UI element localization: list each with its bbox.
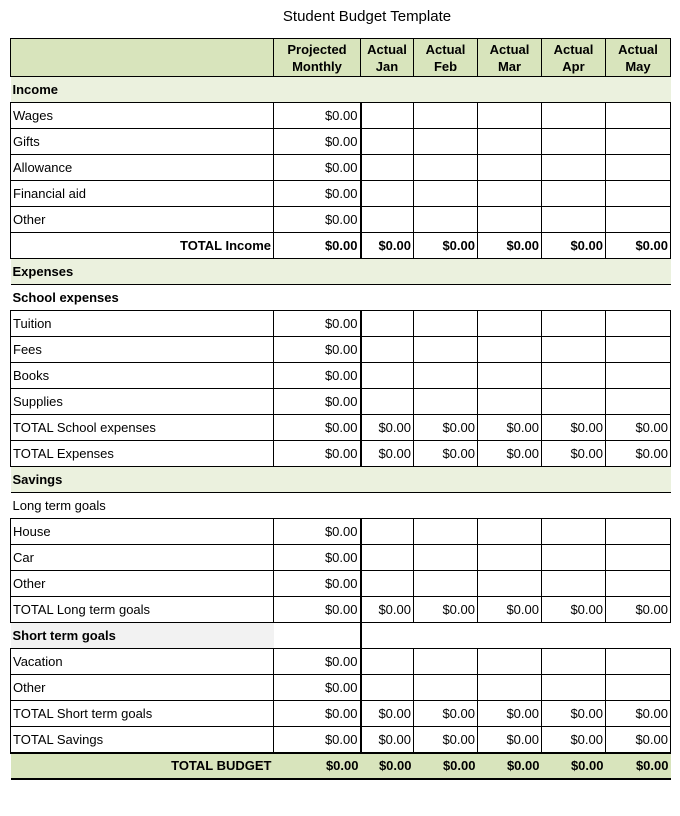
total-value: $0.00: [542, 597, 606, 623]
actual-cell[interactable]: [606, 519, 671, 545]
total-value: $0.00: [361, 727, 414, 753]
item-label[interactable]: Supplies: [11, 389, 274, 415]
actual-cell[interactable]: [361, 311, 414, 337]
total-value: $0.00: [361, 233, 414, 259]
actual-cell[interactable]: [542, 649, 606, 675]
actual-cell[interactable]: [542, 207, 606, 233]
actual-cell[interactable]: [606, 207, 671, 233]
actual-cell[interactable]: [414, 389, 478, 415]
total-savings-row: [11, 727, 671, 753]
income-row: [11, 155, 671, 181]
total-value: $0.00: [606, 233, 671, 259]
total-value: $0.00: [274, 415, 361, 441]
total-value: $0.00: [606, 415, 671, 441]
total-value: $0.00: [478, 415, 542, 441]
actual-cell[interactable]: [414, 519, 478, 545]
column-header-line2: Apr: [562, 58, 585, 74]
total-value: $0.00: [606, 701, 671, 727]
income-row: [11, 207, 671, 233]
actual-cell[interactable]: [542, 155, 606, 181]
actual-cell[interactable]: [542, 311, 606, 337]
projected-value[interactable]: $0.00: [274, 519, 361, 545]
actual-cell[interactable]: [606, 545, 671, 571]
actual-cell[interactable]: [478, 181, 542, 207]
total-value: $0.00: [542, 415, 606, 441]
actual-cell[interactable]: [542, 545, 606, 571]
subsection-long-term-goals-label: Long term goals: [11, 493, 671, 519]
total-label: TOTAL Expenses: [11, 441, 274, 467]
subsection-short-term-goals: [11, 623, 671, 649]
actual-cell[interactable]: [414, 129, 478, 155]
actual-cell[interactable]: [606, 311, 671, 337]
actual-cell[interactable]: [361, 675, 414, 701]
projected-value[interactable]: $0.00: [274, 675, 361, 701]
total-value: $0.00: [361, 441, 414, 467]
income-row: [11, 129, 671, 155]
section-savings-label: Savings: [11, 467, 671, 493]
total-budget-value: $0.00: [478, 753, 542, 779]
column-header-line1: Actual: [553, 41, 594, 57]
actual-cell[interactable]: [478, 207, 542, 233]
subsection-short-term-goals-label: Short term goals: [11, 623, 274, 649]
actual-cell[interactable]: [414, 337, 478, 363]
short-term-row: [11, 675, 671, 701]
actual-cell[interactable]: [414, 103, 478, 129]
total-budget-value: $0.00: [361, 753, 414, 779]
projected-value[interactable]: $0.00: [274, 311, 361, 337]
total-value: $0.00: [274, 441, 361, 467]
actual-cell[interactable]: [478, 155, 542, 181]
actual-cell[interactable]: [542, 519, 606, 545]
actual-cell[interactable]: [606, 571, 671, 597]
total-budget-value: $0.00: [606, 753, 671, 779]
total-value: $0.00: [274, 597, 361, 623]
item-label[interactable]: Other: [11, 675, 274, 701]
actual-cell[interactable]: [542, 103, 606, 129]
actual-cell[interactable]: [414, 675, 478, 701]
expense-row: [11, 311, 671, 337]
column-header-line2: Monthly: [292, 58, 342, 74]
actual-cell[interactable]: [606, 129, 671, 155]
actual-cell[interactable]: [542, 363, 606, 389]
column-header-line2: Mar: [497, 58, 522, 74]
actual-cell[interactable]: [478, 519, 542, 545]
total-value: $0.00: [361, 597, 414, 623]
projected-value[interactable]: $0.00: [274, 389, 361, 415]
actual-cell[interactable]: [606, 103, 671, 129]
projected-value[interactable]: $0.00: [274, 129, 361, 155]
column-header: [274, 39, 361, 77]
total-long-term-row: [11, 597, 671, 623]
column-header: [478, 39, 542, 77]
actual-cell[interactable]: [414, 311, 478, 337]
total-value: $0.00: [274, 727, 361, 753]
column-header-line1: Actual: [489, 41, 530, 57]
actual-cell[interactable]: [478, 363, 542, 389]
column-header-line2: May: [625, 58, 651, 74]
subsection-long-term-goals: [11, 493, 671, 519]
item-label[interactable]: Vacation: [11, 649, 274, 675]
actual-cell[interactable]: [478, 571, 542, 597]
total-value: $0.00: [478, 727, 542, 753]
actual-cell[interactable]: [361, 129, 414, 155]
total-budget-label: TOTAL BUDGET: [11, 753, 274, 779]
column-header-line1: Actual: [425, 41, 466, 57]
projected-value[interactable]: $0.00: [274, 103, 361, 129]
total-income-row: [11, 233, 671, 259]
blank-cell: [361, 623, 671, 649]
expense-row: [11, 363, 671, 389]
actual-cell[interactable]: [542, 129, 606, 155]
column-header-line1: Actual: [618, 41, 658, 57]
actual-cell[interactable]: [542, 389, 606, 415]
total-value: $0.00: [542, 727, 606, 753]
item-label[interactable]: Other: [11, 207, 274, 233]
actual-cell[interactable]: [542, 337, 606, 363]
actual-cell[interactable]: [361, 545, 414, 571]
actual-cell[interactable]: [478, 649, 542, 675]
actual-cell[interactable]: [606, 389, 671, 415]
total-value: $0.00: [478, 233, 542, 259]
total-label: TOTAL Savings: [11, 727, 274, 753]
page-title: Student Budget Template: [282, 8, 452, 25]
section-income: [11, 77, 671, 103]
total-school-expenses-row: [11, 415, 671, 441]
total-value: $0.00: [542, 233, 606, 259]
actual-cell[interactable]: [606, 337, 671, 363]
actual-cell[interactable]: [414, 649, 478, 675]
total-value: $0.00: [606, 441, 671, 467]
income-row: [11, 103, 671, 129]
column-header-line1: Projected: [287, 41, 347, 57]
total-budget-value: $0.00: [414, 753, 478, 779]
actual-cell[interactable]: [478, 337, 542, 363]
actual-cell[interactable]: [361, 181, 414, 207]
actual-cell[interactable]: [361, 207, 414, 233]
section-income-label: Income: [11, 77, 671, 103]
actual-cell[interactable]: [361, 155, 414, 181]
total-value: $0.00: [361, 415, 414, 441]
short-term-row: [11, 649, 671, 675]
actual-cell[interactable]: [606, 363, 671, 389]
section-savings: [11, 467, 671, 493]
column-header: [542, 39, 606, 77]
total-value: $0.00: [414, 441, 478, 467]
header-blank-cell: [11, 39, 274, 77]
projected-value[interactable]: $0.00: [274, 545, 361, 571]
total-value: $0.00: [274, 233, 361, 259]
projected-value[interactable]: $0.00: [274, 155, 361, 181]
expense-row: [11, 389, 671, 415]
actual-cell[interactable]: [606, 155, 671, 181]
actual-cell[interactable]: [361, 649, 414, 675]
section-expenses: [11, 259, 671, 285]
actual-cell[interactable]: [361, 337, 414, 363]
actual-cell[interactable]: [478, 545, 542, 571]
actual-cell[interactable]: [606, 649, 671, 675]
actual-cell[interactable]: [361, 103, 414, 129]
item-label[interactable]: Fees: [11, 337, 274, 363]
blank-cell: [274, 623, 361, 649]
total-value: $0.00: [361, 701, 414, 727]
projected-value[interactable]: $0.00: [274, 337, 361, 363]
actual-cell[interactable]: [414, 363, 478, 389]
total-value: $0.00: [274, 701, 361, 727]
expense-row: [11, 337, 671, 363]
actual-cell[interactable]: [478, 311, 542, 337]
item-label[interactable]: Financial aid: [11, 181, 274, 207]
total-label: TOTAL School expenses: [11, 415, 274, 441]
column-header-line2: Jan: [375, 58, 399, 74]
total-expenses-row: [11, 441, 671, 467]
column-header-line2: Feb: [433, 58, 458, 74]
item-label[interactable]: Tuition: [11, 311, 274, 337]
long-term-row: [11, 545, 671, 571]
income-row: [11, 181, 671, 207]
total-value: $0.00: [542, 441, 606, 467]
total-value: $0.00: [414, 727, 478, 753]
projected-value[interactable]: $0.00: [274, 181, 361, 207]
total-value: $0.00: [542, 701, 606, 727]
actual-cell[interactable]: [542, 571, 606, 597]
total-short-term-row: [11, 701, 671, 727]
item-label[interactable]: Gifts: [11, 129, 274, 155]
total-label: TOTAL Long term goals: [11, 597, 274, 623]
total-label: TOTAL Short term goals: [11, 701, 274, 727]
actual-cell[interactable]: [361, 571, 414, 597]
projected-value[interactable]: $0.00: [274, 649, 361, 675]
item-label[interactable]: Wages: [11, 103, 274, 129]
total-value: $0.00: [414, 233, 478, 259]
projected-value[interactable]: $0.00: [274, 363, 361, 389]
column-header: [414, 39, 478, 77]
column-header: [606, 39, 671, 77]
subsection-school-expenses-label: School expenses: [11, 285, 671, 311]
total-value: $0.00: [478, 597, 542, 623]
actual-cell[interactable]: [361, 363, 414, 389]
item-label[interactable]: Other: [11, 571, 274, 597]
actual-cell[interactable]: [361, 389, 414, 415]
section-expenses-label: Expenses: [11, 259, 671, 285]
long-term-row: [11, 571, 671, 597]
column-header-line1: Actual: [367, 41, 407, 57]
header-row: [11, 39, 671, 77]
projected-value[interactable]: $0.00: [274, 207, 361, 233]
total-value: $0.00: [478, 441, 542, 467]
projected-value[interactable]: $0.00: [274, 571, 361, 597]
actual-cell[interactable]: [414, 155, 478, 181]
total-budget-value: $0.00: [542, 753, 606, 779]
actual-cell[interactable]: [361, 519, 414, 545]
total-value: $0.00: [478, 701, 542, 727]
actual-cell[interactable]: [414, 545, 478, 571]
subsection-school-expenses: [11, 285, 671, 311]
actual-cell[interactable]: [478, 103, 542, 129]
item-label[interactable]: Books: [11, 363, 274, 389]
actual-cell[interactable]: [414, 571, 478, 597]
item-label[interactable]: Allowance: [11, 155, 274, 181]
actual-cell[interactable]: [414, 181, 478, 207]
total-value: $0.00: [606, 727, 671, 753]
actual-cell[interactable]: [542, 675, 606, 701]
actual-cell[interactable]: [414, 207, 478, 233]
item-label[interactable]: Car: [11, 545, 274, 571]
actual-cell[interactable]: [478, 129, 542, 155]
budget-table: [10, 38, 671, 780]
long-term-row: [11, 519, 671, 545]
actual-cell[interactable]: [478, 389, 542, 415]
actual-cell[interactable]: [542, 181, 606, 207]
actual-cell[interactable]: [606, 181, 671, 207]
total-label: TOTAL Income: [11, 233, 274, 259]
total-value: $0.00: [414, 415, 478, 441]
column-header: [361, 39, 414, 77]
actual-cell[interactable]: [478, 675, 542, 701]
total-value: $0.00: [606, 597, 671, 623]
total-budget-row: [11, 753, 671, 779]
actual-cell[interactable]: [606, 675, 671, 701]
item-label[interactable]: House: [11, 519, 274, 545]
total-value: $0.00: [414, 597, 478, 623]
total-budget-value: $0.00: [274, 753, 361, 779]
total-value: $0.00: [414, 701, 478, 727]
